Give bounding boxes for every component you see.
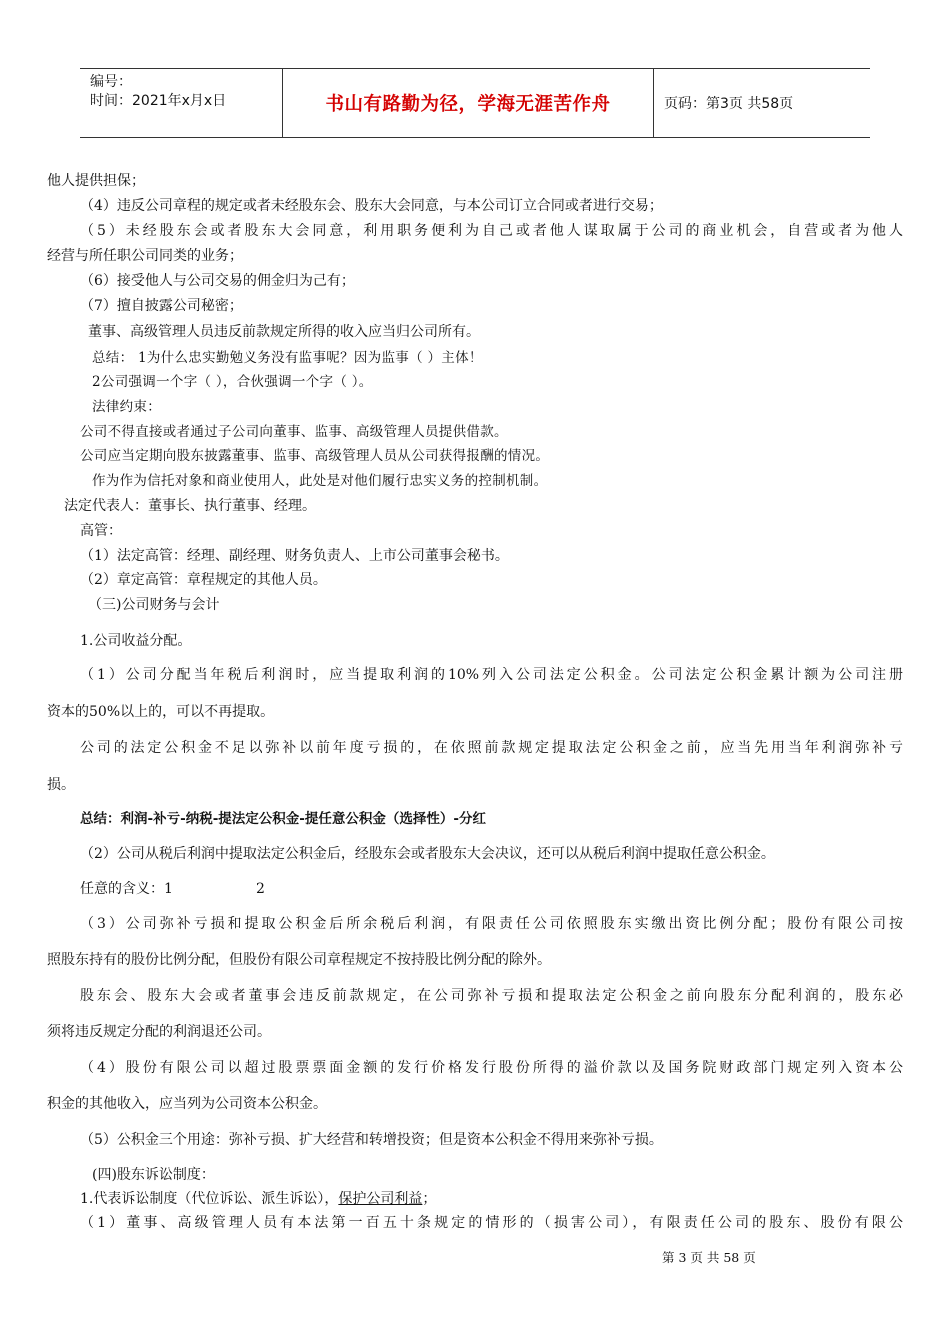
text-line: （1）法定高管：经理、副经理、财务负责人、上市公司董事会秘书。 xyxy=(80,548,509,564)
text-line: （4）违反公司章程的规定或者未经股东会、股东大会同意，与本公司订立合同或者进行交易； xyxy=(80,198,663,214)
text-line: 1.公司收益分配。 xyxy=(80,633,192,649)
page-header xyxy=(80,68,870,138)
section-heading: (四)股东诉讼制度： xyxy=(92,1167,215,1183)
text-line: 法定代表人：董事长、执行董事、经理。 xyxy=(64,498,316,514)
text-line: 损。 xyxy=(47,777,75,793)
text-line: （3）公司弥补亏损和提取公积金后所余税后利润，有限责任公司依照股东实缴出资比例分配；股份有限公司按 xyxy=(80,916,903,932)
text-line: 公司不得直接或者通过子公司向董事、监事、高级管理人员提供借款。 xyxy=(80,424,508,440)
text-span: ； xyxy=(422,1191,437,1207)
text-line: （1）董事、高级管理人员有本法第一百五十条规定的情形的（损害公司），有限责任公司的股东、股份有限公 xyxy=(80,1215,903,1231)
text-line: （5）未经股东会或者股东大会同意，利用职务便利为自己或者他人谋取属于公司的商业机会，自营或者为他人 xyxy=(80,223,903,239)
text-line: （1）公司分配当年税后利润时，应当提取利润的10%列入公司法定公积金。公司法定公积金累计额为公司注册 xyxy=(80,667,903,683)
text-line: 公司应当定期向股东披露董事、监事、高级管理人员从公司获得报酬的情况。 xyxy=(80,448,550,464)
text-line: 他人提供担保； xyxy=(47,173,145,189)
text-line: 照股东持有的股份比例分配，但股份有限公司章程规定不按持股比例分配的除外。 xyxy=(47,952,551,968)
text-line: 2公司强调一个字（ ），合伙强调一个字（ ）。 xyxy=(92,374,373,390)
text-line: 董事、高级管理人员违反前款规定所得的收入应当归公司所有。 xyxy=(88,324,480,340)
text-line: 资本的50%以上的，可以不再提取。 xyxy=(47,704,275,720)
document-date: 时间：2021年x月x日 xyxy=(90,93,227,109)
text-line: 公司的法定公积金不足以弥补以前年度亏损的，在依照前款规定提取法定公积金之前，应当先用当年利润弥补亏 xyxy=(80,740,903,756)
text-line: （6）接受他人与公司交易的佣金归为己有； xyxy=(80,273,355,289)
text-line: 须将违反规定分配的利润退还公司。 xyxy=(47,1024,271,1040)
text-span: 1.代表诉讼制度（代位诉讼、派生诉讼）， xyxy=(80,1191,339,1207)
text-line: 经营与所任职公司同类的业务； xyxy=(47,248,243,264)
text-line: （7）擅自披露公司秘密； xyxy=(80,298,243,314)
text-line: 股东会、股东大会或者董事会违反前款规定，在公司弥补亏损和提取法定公积金之前向股东分配利润的，股东必 xyxy=(80,988,903,1004)
text-line: 作为作为信托对象和商业使用人，此处是对他们履行忠实义务的控制机制。 xyxy=(92,473,548,489)
text-line: （4）股份有限公司以超过股票票面金额的发行价格发行股份所得的溢价款以及国务院财政部门规定列入资本公 xyxy=(80,1060,903,1076)
text-line: 高管： xyxy=(80,523,122,539)
text-line: 任意的含义：1 xyxy=(80,881,173,897)
text-line: 2 xyxy=(256,881,265,897)
summary-line: 总结：利润-补亏-纳税-提法定公积金-提任意公积金（选择性）-分红 xyxy=(80,811,487,827)
page-footer: 第 3 页 共 58 页 xyxy=(662,1250,756,1265)
text-line: （2）章定高管：章程规定的其他人员。 xyxy=(80,572,327,588)
header-motto: 书山有路勤为径，学海无涯苦作舟 xyxy=(282,69,654,137)
section-heading: （三)公司财务与会计 xyxy=(88,597,220,613)
header-page-number: 页码：第3页 共58页 xyxy=(664,96,794,112)
underlined-text: 保护公司利益 xyxy=(338,1191,423,1207)
text-line xyxy=(80,1190,436,1208)
text-line: 积金的其他收入，应当列为公司资本公积金。 xyxy=(47,1096,327,1112)
document-number-label: 编号： xyxy=(90,74,132,90)
text-line: （5）公积金三个用途：弥补亏损、扩大经营和转增投资；但是资本公积金不得用来弥补亏损。 xyxy=(80,1132,663,1148)
text-line: （2）公司从税后利润中提取法定公积金后，经股东会或者股东大会决议，还可以从税后利润中提取任意公积金。 xyxy=(80,846,775,862)
text-line: 总结： 1为什么忠实勤勉义务没有监事呢？因为监事（ ）主体！ xyxy=(92,350,483,366)
text-line: 法律约束： xyxy=(92,399,161,415)
header-meta xyxy=(80,69,282,137)
